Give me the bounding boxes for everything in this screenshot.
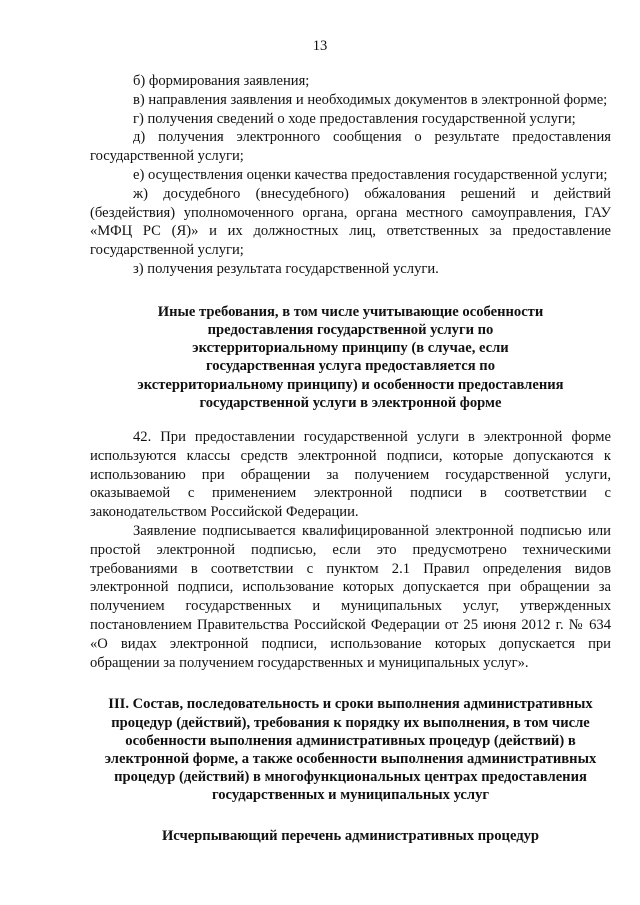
list-item-g: г) получения сведений о ходе предоставления государственной услуги; — [133, 110, 576, 127]
list-item-zh: ж) досудебного (внесудебного) обжалования решений и действий (бездействия) уполномоченного органа, органа местного самоуправления, ГАУ «МФЦ РС (Я)» и их должностных лиц, ответственных за предоставление государственной услуги; — [90, 185, 611, 259]
page-number: 13 — [312, 38, 328, 54]
heading-exhaustive-list: Исчерпывающий перечень административных процедур — [161, 827, 540, 844]
heading-other-requirements: Иные требования, в том числе учитывающие особенности предоставления государственной услуги по экстерриториальному принципу (в случае, если государственная услуга предоставляется по экстерриториальному принципу) и особенности предоставления государственной услуги в электронной форме — [137, 303, 564, 411]
list-item-z: з) получения результата государственной услуги. — [133, 260, 439, 277]
list-item-v: в) направления заявления и необходимых документов в электронной форме; — [133, 91, 608, 108]
heading-section-3: III. Состав, последовательность и сроки выполнения административных процедур (действий), требования к порядку их выполнения, в том числе особенности выполнения административных процедур (действий) в электронной форме, а также особенности выполнения административных процедур (действий) в многофункциональных центрах предоставления государственных и муниципальных услуг — [104, 696, 597, 804]
list-item-d: д) получения электронного сообщения о результате предоставления государственной услуги; — [90, 129, 611, 165]
list-item-e: е) осуществления оценки качества предоставления государственной услуги; — [133, 166, 608, 183]
paragraph-signature: Заявление подписывается квалифицированной электронной подписью или простой электронной подписью, если это предусмотрено техническими требованиями в соответствии с пунктом 2.1 Правил определения видов электронной подписи, использование которых допускается при обращении за получением государственных и муниципальных услуг, утвержденных постановлением Правительства Российской Федерации от 25 июня 2012 г. № 634 «О видах электронной подписи, использование которых допускается при обращении за получением государственных и муниципальных услуг». — [90, 522, 611, 671]
paragraph-42: 42. При предоставлении государственной услуги в электронной форме используются классы средств электронной подписи, которые допускаются к использованию при обращении за получением государственной услуги, оказываемой с применением электронной подписи в соответствии с законодательством Российской Федерации. — [90, 428, 611, 521]
list-item-b: б) формирования заявления; — [133, 73, 310, 89]
document-body — [90, 72, 611, 845]
